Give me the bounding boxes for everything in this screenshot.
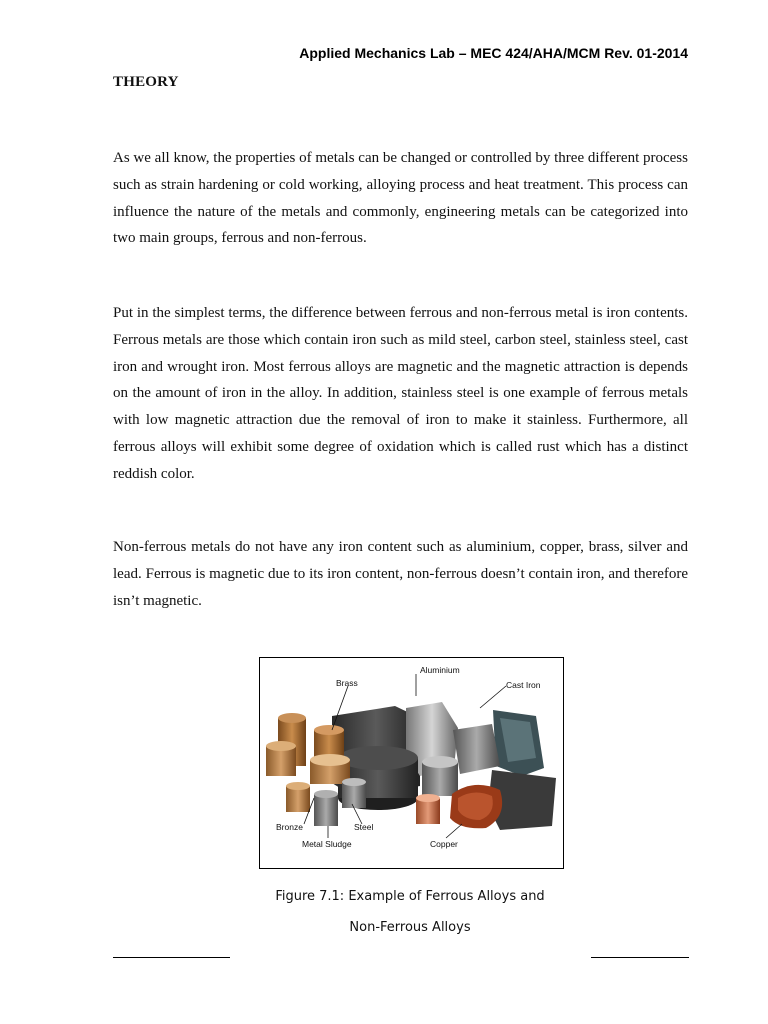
paragraph-non-ferrous-metals: Non-ferrous metals do not have any iron content such as aluminium, copper, brass, silver and lead. Ferrous is magnetic due to its iron content, non-ferrous doesn’t contain iron, and therefore isn’t magnetic.	[113, 539, 688, 609]
figure-caption-line-2: Non-Ferrous Alloys	[349, 920, 471, 935]
label-aluminium: Aluminium	[420, 665, 460, 675]
label-copper: Copper	[430, 839, 458, 849]
section-heading: THEORY	[113, 74, 179, 90]
label-metal-sludge: Metal Sludge	[302, 839, 352, 849]
footer-rule-left	[113, 957, 230, 958]
metals-figure	[259, 657, 564, 869]
steel-block-shape	[453, 724, 500, 774]
figure-caption-line-1: Figure 7.1: Example of Ferrous Alloys and	[275, 889, 545, 904]
paragraph-ferrous-metals: Put in the simplest terms, the difference between ferrous and non-ferrous metal is iron contents. Ferrous metals are those which contain iron such as mild steel, carbon steel, stainless steel, cast iron and wrought iron. Most ferrous alloys are magnetic and the magnetic attraction is depends on the amount of iron in the alloy. In addition, stainless steel is one example of ferrous metals with low magnetic attraction due the removal of iron to make it stainless. Furthermore, all ferrous alloys will exhibit some degree of oxidation which is called rust which has a distinct reddish color.	[113, 305, 688, 482]
label-bronze: Bronze	[276, 822, 303, 832]
label-brass: Brass	[336, 678, 358, 688]
label-cast-iron: Cast Iron	[506, 680, 541, 690]
page-header: Applied Mechanics Lab – MEC 424/AHA/MCM Rev. 01-2014	[299, 45, 688, 61]
label-steel: Steel	[354, 822, 374, 832]
steel-cylinder-shape	[314, 794, 338, 826]
footer-rule-right	[591, 957, 689, 958]
paragraph-metal-properties: As we all know, the properties of metals can be changed or controlled by three different process such as strain hardening or cold working, alloying process and heat treatment. This process can influence the nature of the metals and commonly, engineering metals can be categorized into two main groups, ferrous and non-ferrous.	[113, 150, 688, 247]
metals-illustration	[260, 658, 563, 868]
